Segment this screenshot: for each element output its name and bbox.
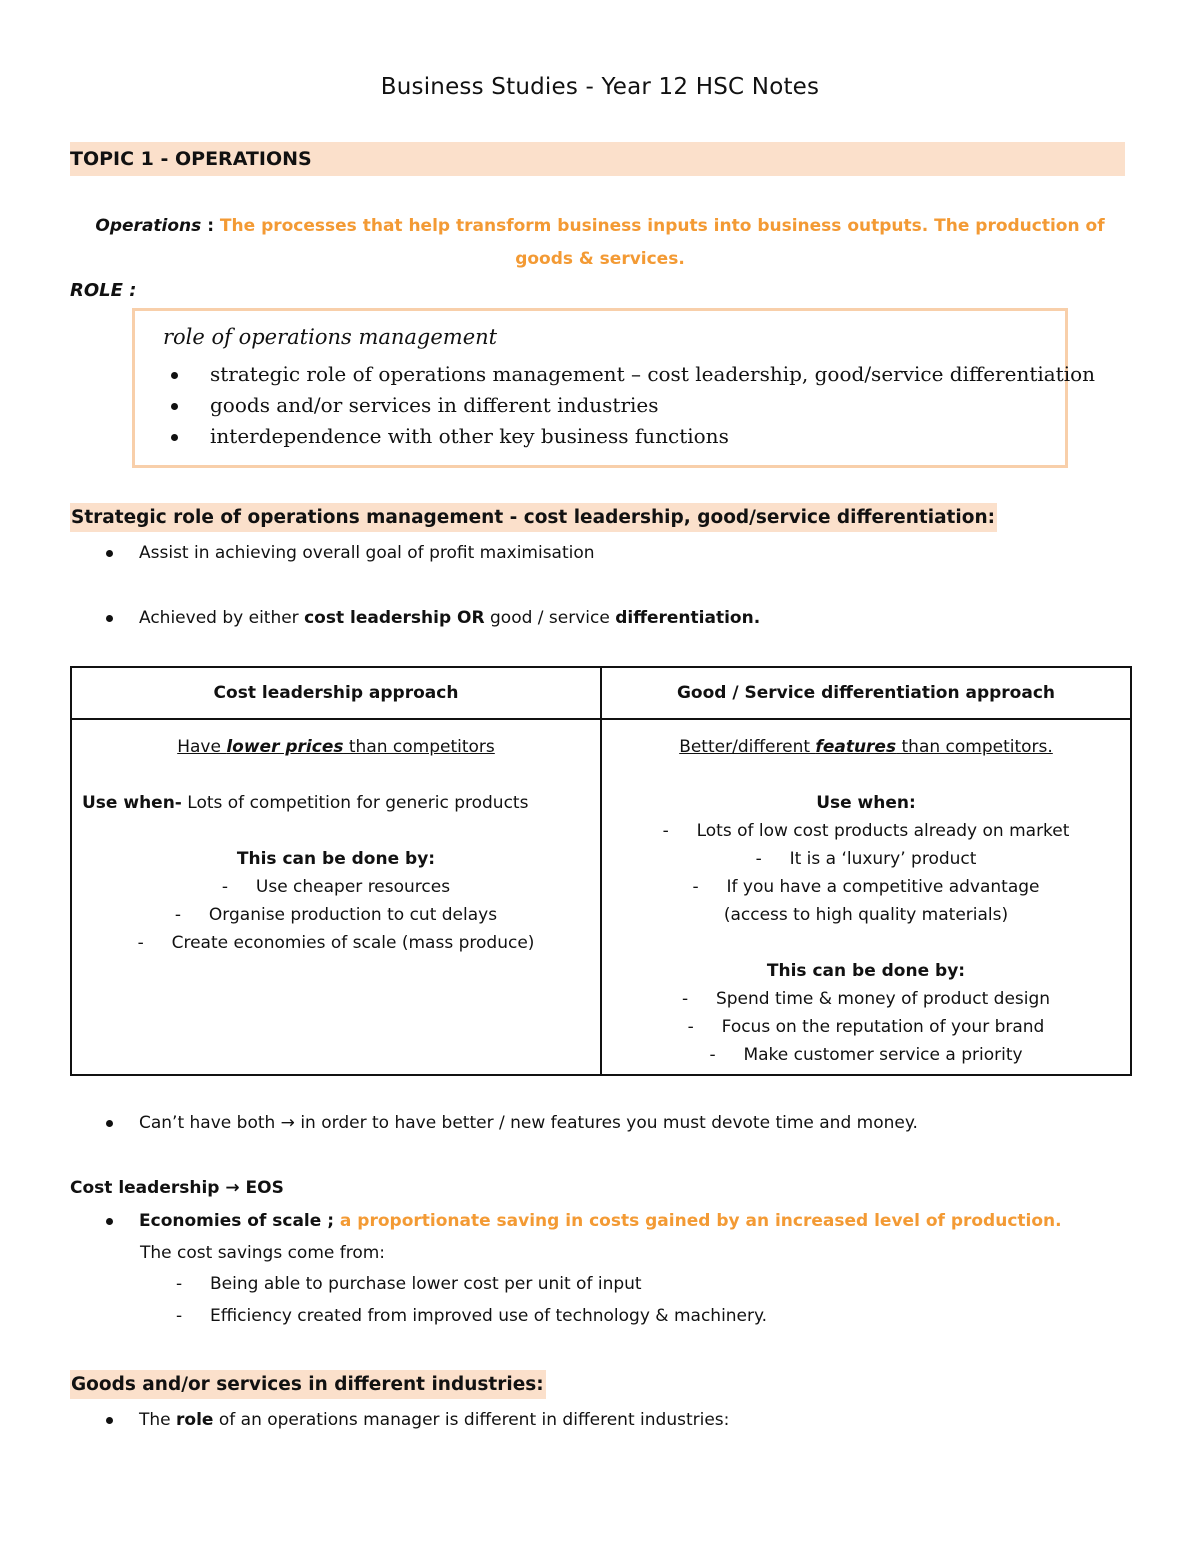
use-when-label-text: Use when: (816, 793, 916, 813)
use-when-label: Use when- (82, 793, 182, 813)
table-row (71, 719, 1131, 1075)
list-item (165, 390, 1095, 421)
list-item (106, 1410, 729, 1430)
role-box (132, 308, 1096, 468)
list-item: - Make customer service a priority (709, 1045, 1023, 1065)
section-heading-text: Goods and/or services in different industries: (70, 1370, 546, 1399)
bullet-dot-icon (171, 434, 178, 441)
use-when-label (602, 789, 1130, 817)
bullet-dot-icon (106, 1120, 113, 1127)
list-item-text: Create economies of scale (mass produce) (171, 933, 535, 953)
emphasis-text: role (176, 1410, 214, 1430)
page-title: Business Studies - Year 12 HSC Notes (380, 74, 820, 100)
list-item: - Organise production to cut delays (174, 905, 498, 925)
list-item: - Use cheaper resources (221, 877, 451, 897)
summary-text: Have (177, 737, 227, 757)
list-item-text: Achieved by either (139, 608, 305, 628)
list-item (106, 543, 595, 563)
differentiation-cell (601, 719, 1131, 1075)
list-item-text: Being able to purchase lower cost per unit of input (210, 1274, 642, 1294)
column-header-cost-leadership: Cost leadership approach (71, 667, 601, 719)
definition-text: The processes that help transform business inputs into business outputs. The production of goods & services. (219, 216, 1105, 269)
role-label: ROLE : (70, 280, 137, 301)
list-item (106, 1113, 918, 1133)
role-box-list (165, 359, 1095, 452)
list-item-text: good / service (484, 608, 616, 628)
summary-text: than competitors. (896, 737, 1053, 757)
list-item-text: Assist in achieving overall goal of profit maximisation (139, 543, 595, 563)
list-item-text: If you have a competitive advantage (726, 877, 1040, 897)
list-item (106, 1211, 1062, 1231)
summary-text: Better/different (679, 737, 816, 757)
list-item: - It is a ‘luxury’ product (755, 849, 977, 869)
cost-leadership-eos-heading: Cost leadership → EOS (70, 1178, 284, 1198)
eos-definition: a proportionate saving in costs gained by an increased level of production. (334, 1211, 1062, 1231)
list-item: - Being able to purchase lower cost per unit of input (176, 1274, 642, 1294)
summary-emphasis: features (815, 737, 897, 757)
list-item-text: of an operations manager is different in different industries: (213, 1410, 730, 1430)
savings-intro: The cost savings come from: (140, 1243, 386, 1263)
section-heading-text: Strategic role of operations management - cost leadership, good/service differentiation: (70, 503, 997, 532)
list-item: - Efficiency created from improved use of technology & machinery. (176, 1306, 768, 1326)
list-item-text: Can’t have both → in order to have better / new features you must devote time and money. (139, 1113, 918, 1133)
operations-definition (70, 210, 1130, 276)
list-item-text: It is a ‘luxury’ product (789, 849, 977, 869)
table-header-row (71, 667, 1131, 719)
done-by-label (602, 957, 1130, 985)
role-box-title: role of operations management (163, 325, 498, 349)
emphasis-text: differentiation. (615, 608, 761, 628)
list-item-text: Focus on the reputation of your brand (721, 1017, 1045, 1037)
list-item (165, 359, 1095, 390)
list-item: - If you have a competitive advantage (692, 877, 1040, 897)
list-item: - Focus on the reputation of your brand (687, 1017, 1045, 1037)
list-item (165, 421, 1095, 452)
done-by-label (72, 845, 600, 873)
list-item-continuation: (access to high quality materials) (723, 905, 1009, 925)
list-item: - Spend time & money of product design (681, 989, 1051, 1009)
list-item-text: Make customer service a priority (743, 1045, 1023, 1065)
list-item-text: interdependence with other key business functions (210, 424, 729, 448)
bullet-dot-icon (106, 1218, 113, 1225)
emphasis-text: cost leadership OR (304, 608, 485, 628)
section-heading-strategic-role (70, 507, 997, 528)
section-heading-industries (70, 1374, 546, 1395)
cost-leadership-summary (72, 733, 600, 761)
list-item-text: Spend time & money of product design (715, 989, 1051, 1009)
approach-comparison-table (70, 666, 1132, 1076)
done-by-label-text: This can be done by: (236, 849, 436, 869)
list-item-text: strategic role of operations management – cost leadership, good/service differentiation (210, 362, 1096, 386)
list-item-text: The (139, 1410, 177, 1430)
bullet-dot-icon (106, 550, 113, 557)
list-item: - Lots of low cost products already on market (662, 821, 1070, 841)
list-item-text: Use cheaper resources (255, 877, 451, 897)
use-when-text: Lots of competition for generic products (181, 793, 529, 813)
bullet-dot-icon (106, 1417, 113, 1424)
list-item-text: goods and/or services in different industries (210, 393, 659, 417)
list-item-text: Efficiency created from improved use of technology & machinery. (210, 1306, 768, 1326)
list-item: - Create economies of scale (mass produce) (137, 933, 535, 953)
differentiation-summary (602, 733, 1130, 761)
summary-emphasis: lower prices (226, 737, 344, 757)
bullet-dot-icon (171, 403, 178, 410)
definition-separator: : (201, 216, 220, 236)
column-header-differentiation: Good / Service differentiation approach (601, 667, 1131, 719)
definition-term: Operations (95, 216, 202, 236)
topic-heading: TOPIC 1 - OPERATIONS (70, 148, 312, 170)
list-item-text: Organise production to cut delays (208, 905, 498, 925)
done-by-label-text: This can be done by: (766, 961, 966, 981)
eos-term: Economies of scale ; (139, 1211, 334, 1231)
list-item (106, 608, 760, 628)
use-when-line (72, 789, 600, 817)
bullet-dot-icon (171, 372, 178, 379)
bullet-dot-icon (106, 615, 113, 622)
list-item-text: Lots of low cost products already on market (696, 821, 1070, 841)
cost-leadership-cell (71, 719, 601, 1075)
summary-text: than competitors (343, 737, 495, 757)
